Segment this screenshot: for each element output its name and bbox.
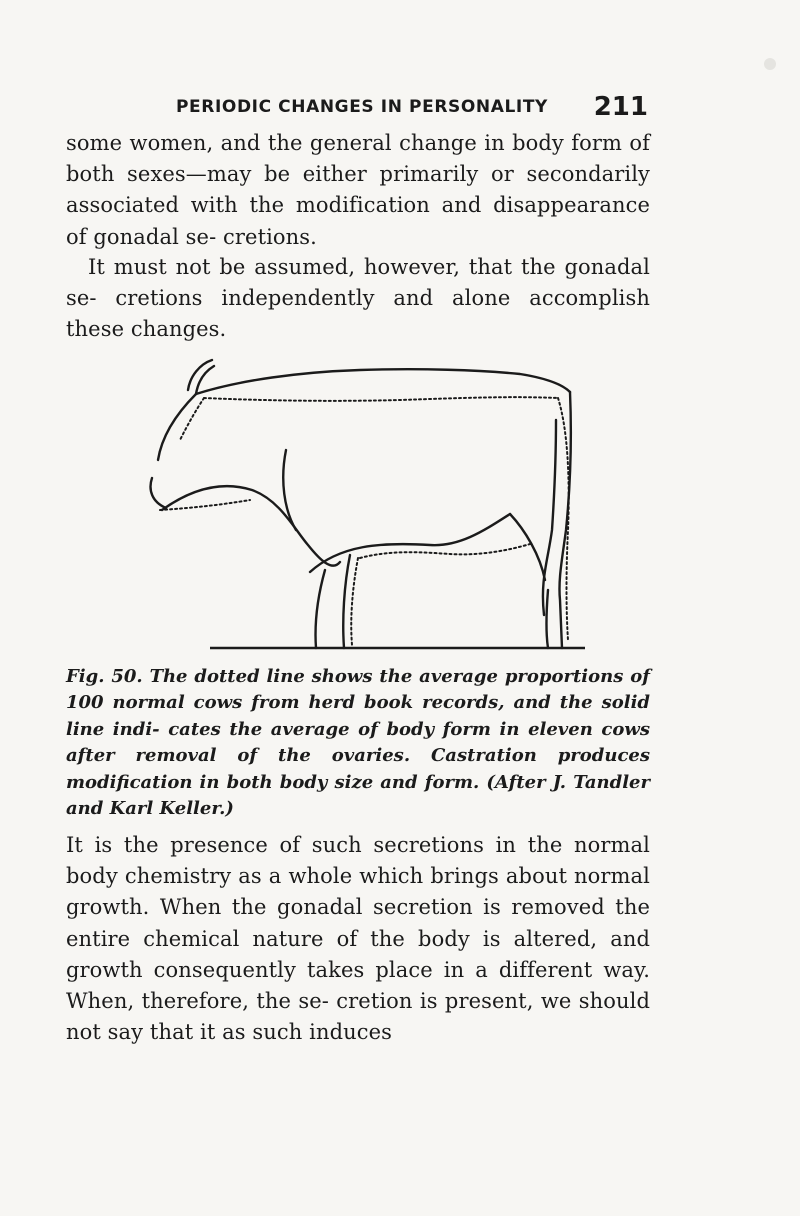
dotted-outline-normal: [160, 397, 569, 645]
body-paragraph-3: It is the presence of such secretions in the normal body chemistry as a whole which brings about normal growth. When the gonadal secretion is removed the entire chemical nature of the body is altered, and growth consequently takes place in a different way. When, therefore, the se- cretion is present, we should not say that it as such induces: [66, 833, 650, 1045]
running-head: [176, 92, 648, 122]
body-paragraph-2: It must not be assumed, however, that the gonadal se- cretions independently and alone accomplish these changes.: [66, 255, 650, 342]
cow-proportions-figure: [100, 340, 620, 660]
solid-outline-castrated: [151, 360, 571, 648]
scan-artifact: [764, 58, 776, 70]
figure-caption: Fig. 50. The dotted line shows the average proportions of 100 normal cows from herd book records, and the solid line indi- cates the average of body form in eleven cows after removal of the ovaries. Castration produces modification in both body size and form. (After J. Tandler and Karl Keller.): [66, 666, 650, 820]
body-paragraph-1: some women, and the general change in body form of both sexes—may be either primarily or secondarily associated with the modification and disappearance of gonadal se- cretions.: [66, 131, 650, 249]
horn-line: [188, 360, 212, 390]
page-number: 211: [593, 92, 648, 122]
running-title: PERIODIC CHANGES IN PERSONALITY: [176, 97, 548, 117]
cow-outline-drawing: [100, 340, 620, 660]
